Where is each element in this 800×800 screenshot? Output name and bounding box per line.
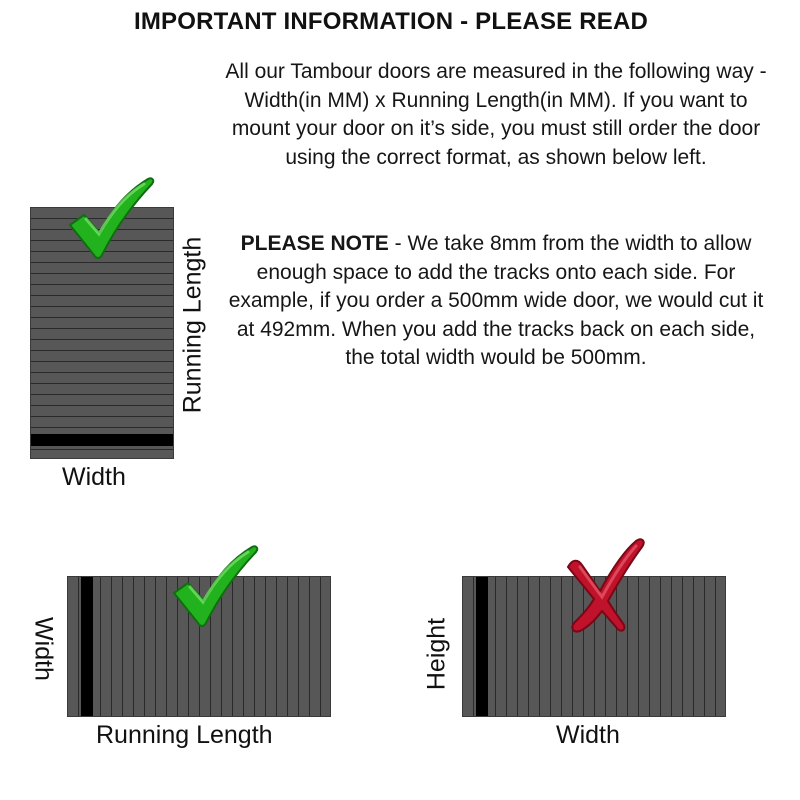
checkmark-icon <box>66 177 156 259</box>
door-end-strip <box>81 577 93 716</box>
please-note-label: PLEASE NOTE <box>240 232 389 255</box>
door-end-strip <box>476 577 488 716</box>
width-label: Width <box>62 463 126 491</box>
height-label-vertical: Height <box>422 617 451 691</box>
door-end-strip <box>31 434 173 446</box>
page-heading: IMPORTANT INFORMATION - PLEASE READ <box>133 8 649 35</box>
cross-icon <box>562 537 644 633</box>
please-note-text: - We take 8mm from the width to allow enough space to add the tracks onto each side. For example, if you order a 500mm wide door, we would cut it at 492mm. When you add the tracks back on each side, the total width would be 500mm. <box>228 232 764 369</box>
width-label: Width <box>556 721 620 749</box>
checkmark-icon <box>170 545 260 627</box>
running-length-label: Running Length <box>96 721 273 749</box>
running-length-label-vertical: Running Length <box>178 236 207 414</box>
please-note-paragraph <box>222 230 770 373</box>
width-label-vertical: Width <box>29 617 58 681</box>
measurement-info-paragraph: All our Tambour doors are measured in the following way - Width(in MM) x Running Length(in MM). If you want to mount your door on it’s side, you must still order the door using the correct format, as shown below left. <box>225 60 767 169</box>
